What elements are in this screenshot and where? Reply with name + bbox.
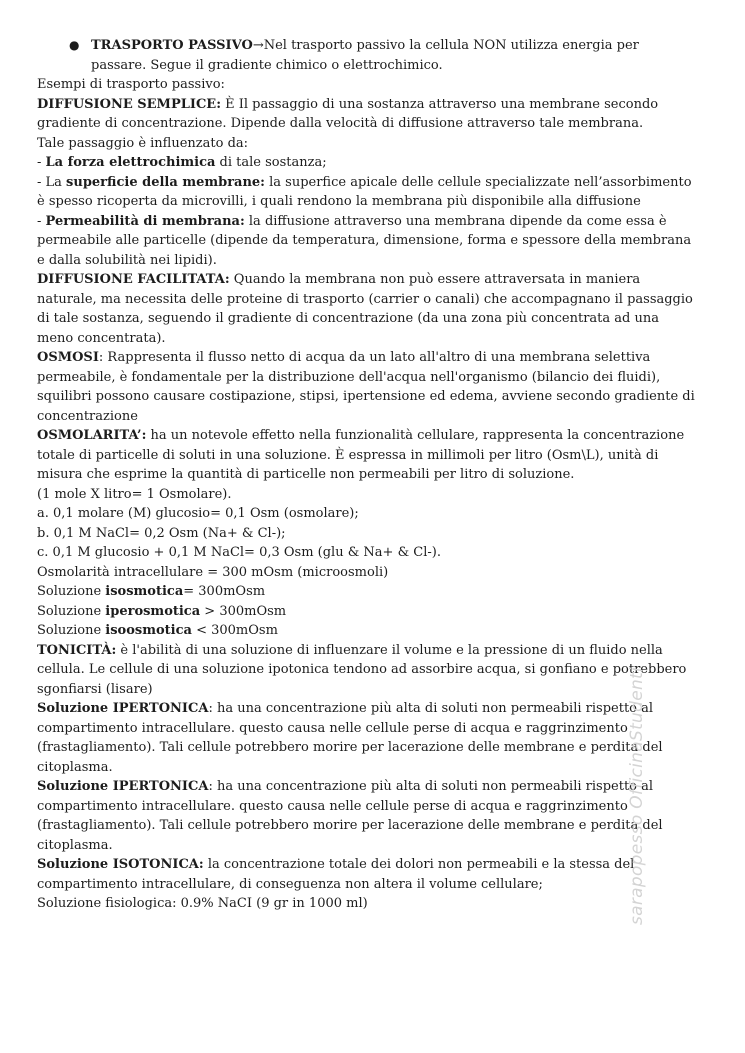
list-item-forza: - La forza elettrochimica di tale sostanza; <box>37 155 327 170</box>
heading-diffusione-semplice: DIFFUSIONE SEMPLICE: <box>37 96 221 112</box>
line-iperosmotica: Soluzione iperosmotica > 300mOsm <box>37 603 287 619</box>
paragraph-diffusione-facilitata: DIFFUSIONE FACILITATA: Quando la membrana non può essere attraversata in maniera naturale, ma necessita delle proteine di trasporto (carrier o canali) che accompagnano il passaggio di tale sostanza, seguendo il gradiente di concentrazione (da una zona più concentrata ad una meno concentrata). <box>37 272 693 346</box>
list-item-superficie: - La superficie della membrane: la superfice apicale delle cellule specializzate nell’assorbimento è spesso ricoperta da microvilli, i quali rendono la membrana più disponibile alla diffusione <box>37 174 692 209</box>
line-osmolarita-intracellulare: Osmolarità intracellulare = 300 mOsm (microosmoli) <box>37 564 389 580</box>
list-item-permeabilita: - Permeabilità di membrana: la diffusione attraverso una membrana dipende da come essa è permeabile alle particelle (dipende da temperatura, dimensione, forma e spessore della membrana e dalla solubilità nei lipidi). <box>37 213 692 268</box>
line-example-b: b. 0,1 M NaCl= 0,2 Osm (Na+ & Cl-); <box>37 525 286 541</box>
paragraph-influenzato: Tale passaggio è influenzato da: <box>37 135 249 151</box>
paragraph-osmolarita: OSMOLARITA’: ha un notevole effetto nella funzionalità cellulare, rappresenta la concentrazione totale di particelle di soluti in una soluzione. È espressa in millimoli per litro (Osm\L), unità di misura che esprime la quantità di particelle non permeabili per litro di soluzione. <box>37 428 685 482</box>
line-fisiologica: Soluzione fisiologica: 0.9% NaCI (9 gr in 1000 ml) <box>37 896 368 911</box>
document-body <box>37 36 697 914</box>
paragraph-ipertonica-1: Soluzione IPERTONICA: ha una concentrazione più alta di soluti non permeabili rispetto al compartimento intracellulare. questo causa nelle cellule perse di acqua e raggrinzimento (frastagliamento). Tali cellule potrebbero morire per lacerazione delle membrane e perdita del citoplasma. <box>37 701 663 775</box>
paragraph-ipertonica-2: Soluzione IPERTONICA: ha una concentrazione più alta di soluti non permeabili rispetto al compartimento intracellulare. questo causa nelle cellule perse di acqua e raggrinzimento (frastagliamento). Tali cellule potrebbero morire per lacerazione delle membrane e perdita del citoplasma. <box>37 779 663 853</box>
bullet-icon: ● <box>69 38 80 52</box>
watermark: sarapopesso OfficinaStudenti <box>627 666 647 925</box>
heading-tonicita: TONICITÀ: <box>37 642 117 658</box>
paragraph-osmosi: OSMOSI: Rappresenta il flusso netto di acqua da un lato all'altro di una membrana selettiva permeabile, è fondamentale per la distribuzione dell'acqua nell'organismo (bilancio dei fluidi), squilibri possono causare costipazione, stipsi, ipertensione ed edema, avviene secondo gradiente di concentrazione <box>37 350 695 424</box>
paragraph-trasporto-passivo: TRASPORTO PASSIVO→Nel trasporto passivo la cellula NON utilizza energia per passare. Segue il gradiente chimico o elettrochimico. <box>91 38 639 73</box>
heading-ipertonica: Soluzione IPERTONICA <box>37 701 209 716</box>
paragraph-tonicita: TONICITÀ: è l'abilità di una soluzione di influenzare il volume e la pressione di un fluido nella cellula. Le cellule di una soluzione ipotonica tendono ad assorbire acqua, si gonfiano e potrebbero sgonfiarsi (lisare) <box>37 642 687 697</box>
heading-trasporto-passivo: TRASPORTO PASSIVO <box>91 38 253 53</box>
line-isoosmotica: Soluzione isoosmotica < 300mOsm <box>37 623 278 638</box>
bullet-item-trasporto-passivo <box>69 36 697 75</box>
heading-isotonica: Soluzione ISOTONICA: <box>37 857 204 872</box>
heading-osmolarita: OSMOLARITA’: <box>37 428 147 443</box>
paragraph-isotonica: Soluzione ISOTONICA: la concentrazione totale dei dolori non permeabili e la stessa del compartimento intracellulare, di conseguenza non altera il volume cellulare; <box>37 857 635 892</box>
paragraph-diffusione-semplice: DIFFUSIONE SEMPLICE: È Il passaggio di una sostanza attraverso una membrane secondo gradiente di concentrazione. Dipende dalla velocità di diffusione attraverso tale membrana. <box>37 96 659 131</box>
line-example-c: c. 0,1 M glucosio + 0,1 M NaCl= 0,3 Osm (glu & Na+ & Cl-). <box>37 545 441 560</box>
line-isosmotica: Soluzione isosmotica= 300mOsm <box>37 584 266 599</box>
heading-ipertonica: Soluzione IPERTONICA <box>37 779 209 794</box>
heading-diffusione-facilitata: DIFFUSIONE FACILITATA: <box>37 272 230 287</box>
heading-osmosi: OSMOSI <box>37 350 99 365</box>
line-mole: (1 mole X litro= 1 Osmolare). <box>37 486 232 502</box>
line-example-a: a. 0,1 molare (M) glucosio= 0,1 Osm (osmolare); <box>37 506 359 521</box>
paragraph-esempi: Esempi di trasporto passivo: <box>37 77 225 92</box>
